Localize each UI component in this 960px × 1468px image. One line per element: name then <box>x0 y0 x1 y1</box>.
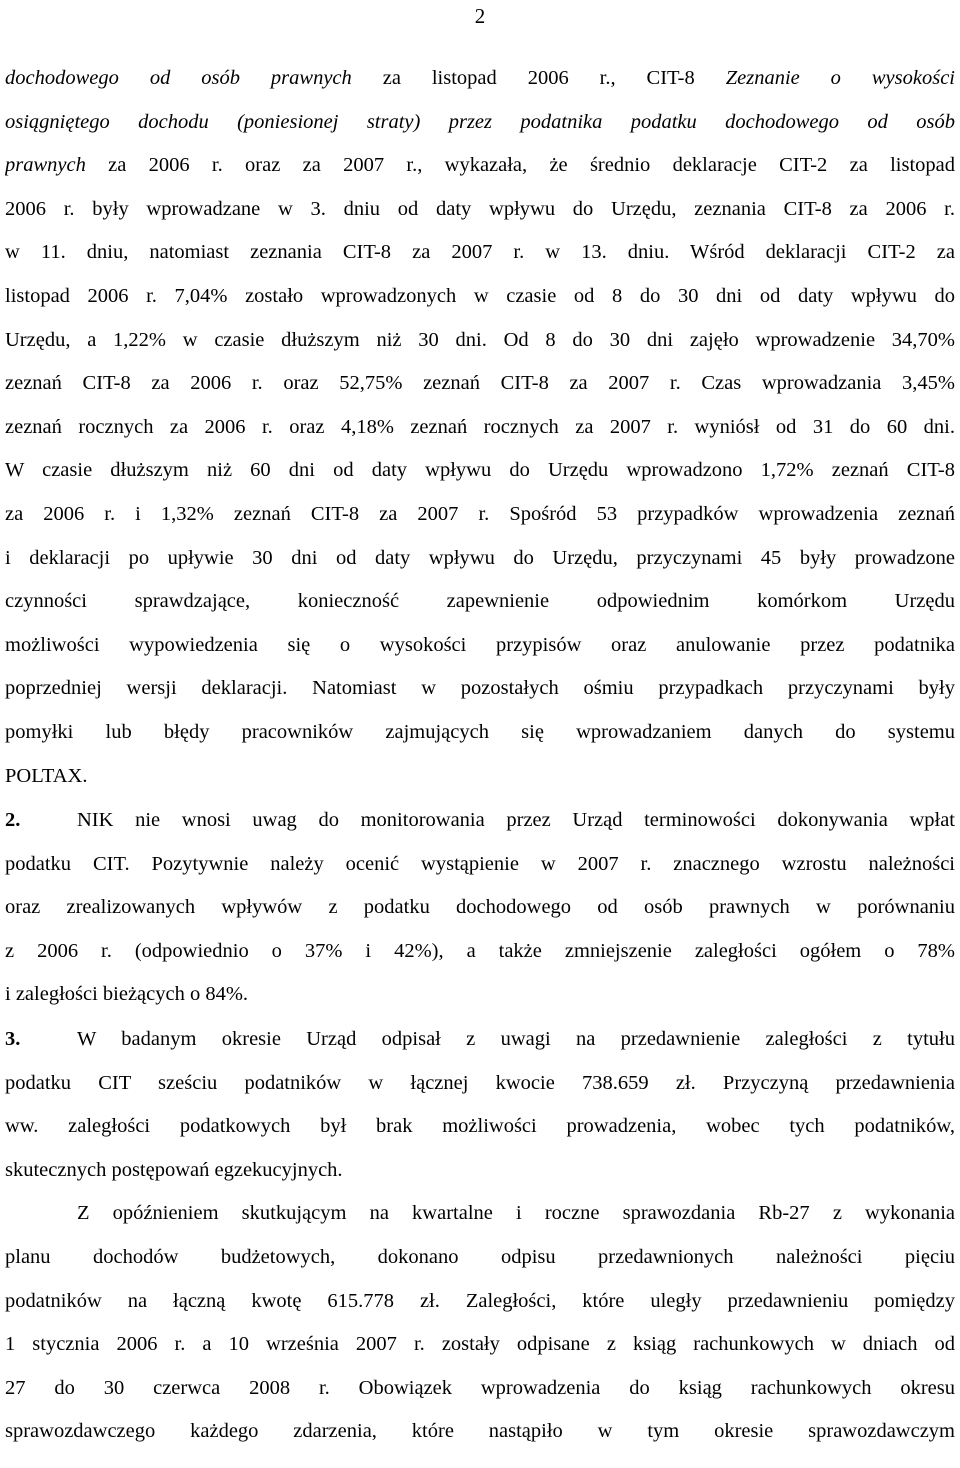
text-line: dochodowego od osób prawnych za listopad 2006 r., CIT-8 Zeznanie o wysokości <box>5 67 955 89</box>
text-line: zeznań CIT-8 za 2006 r. oraz 52,75% zeznań CIT-8 za 2007 r. Czas wprowadzania 3,45% <box>5 372 955 395</box>
text-line: sprawozdawczego każdego zdarzenia, które nastąpiło w tym okresie sprawozdawczym <box>5 1420 955 1443</box>
text-line: 2006 r. były wprowadzane w 3. dniu od daty wpływu do Urzędu, zeznania CIT-8 za 2006 r. <box>5 197 955 220</box>
text-line: oraz zrealizowanych wpływów z podatku dochodowego od osób prawnych w porównaniu <box>5 896 955 919</box>
text-line: i deklaracji po upływie 30 dni od daty wpływu do Urzędu, przyczynami 45 były prowadzone <box>5 546 955 569</box>
text-line: listopad 2006 r. 7,04% zostało wprowadzonych w czasie od 8 do 30 dni od daty wpływu do <box>5 284 955 307</box>
indented-paragraph: Z opóźnieniem skutkującym na kwartalne i roczne sprawozdania Rb-27 z wykonania <box>77 1202 955 1225</box>
text-line: pomyłki lub błędy pracowników zajmujących się wprowadzaniem danych do systemu <box>5 720 955 743</box>
text-line: Urzędu, a 1,22% w czasie dłuższym niż 30 dni. Od 8 do 30 dni zajęło wprowadzenie 34,70% <box>5 328 955 351</box>
text-line: planu dochodów budżetowych, dokonano odpisu przedawnionych należności pięciu <box>5 1246 955 1269</box>
text-line: za 2006 r. i 1,32% zeznań CIT-8 za 2007 r. Spośród 53 przypadków wprowadzenia zeznań <box>5 502 955 525</box>
text-line: ww. zaległości podatkowych był brak możliwości prowadzenia, wobec tych podatników, <box>5 1115 955 1138</box>
text-line: podatników na łączną kwotę 615.778 zł. Zaległości, które uległy przedawnieniu pomiędzy <box>5 1289 955 1312</box>
paragraph-number: 2. <box>5 809 21 832</box>
paragraph-number: 3. <box>5 1028 21 1051</box>
text-line: 1 stycznia 2006 r. a 10 września 2007 r. zostały odpisane z ksiąg rachunkowych w dniach od <box>5 1333 955 1356</box>
text-line: POLTAX. <box>5 764 88 787</box>
text-line: prawnych za 2006 r. oraz za 2007 r., wykazała, że średnio deklaracje CIT-2 za listopad <box>5 154 955 177</box>
text-line: w 11. dniu, natomiast zeznania CIT-8 za 2007 r. w 13. dniu. Wśród deklaracji CIT-2 za <box>5 241 955 264</box>
text-line: i zaległości bieżących o 84%. <box>5 983 249 1006</box>
text-line: W czasie dłuższym niż 60 dni od daty wpływu do Urzędu wprowadzono 1,72% zeznań CIT-8 <box>5 459 955 482</box>
body-text <box>5 57 955 1454</box>
page-number: 2 <box>474 4 486 28</box>
numbered-paragraph-2: 2. NIK nie wnosi uwag do monitorowania przez Urząd terminowości dokonywania wpłat <box>5 799 955 843</box>
text-line: możliwości wypowiedzenia się o wysokości przypisów oraz anulowanie przez podatnika <box>5 633 955 656</box>
numbered-paragraph-3: 3. W badanym okresie Urząd odpisał z uwagi na przedawnienie zaległości z tytułu <box>5 1018 955 1062</box>
text-line: poprzedniej wersji deklaracji. Natomiast w pozostałych ośmiu przypadkach przyczynami były <box>5 677 955 700</box>
text-line: zeznań rocznych za 2006 r. oraz 4,18% zeznań rocznych za 2007 r. wyniósł od 31 do 60 dni. <box>5 415 955 438</box>
text-line: 27 do 30 czerwca 2008 r. Obowiązek wprowadzenia do ksiąg rachunkowych okresu <box>5 1376 955 1399</box>
text-line: skutecznych postępowań egzekucyjnych. <box>5 1158 343 1181</box>
text-line: czynności sprawdzające, konieczność zapewnienie odpowiednim komórkom Urzędu <box>5 590 955 613</box>
text-line: z 2006 r. (odpowiednio o 37% i 42%), a także zmniejszenie zaległości ogółem o 78% <box>5 939 955 962</box>
text-line: osiągniętego dochodu (poniesionej straty) przez podatnika podatku dochodowego od osób <box>5 110 955 133</box>
text-line: podatku CIT sześciu podatników w łącznej kwocie 738.659 zł. Przyczyną przedawnienia <box>5 1071 955 1094</box>
text-line: podatku CIT. Pozytywnie należy ocenić wystąpienie w 2007 r. znacznego wzrostu należności <box>5 852 955 875</box>
